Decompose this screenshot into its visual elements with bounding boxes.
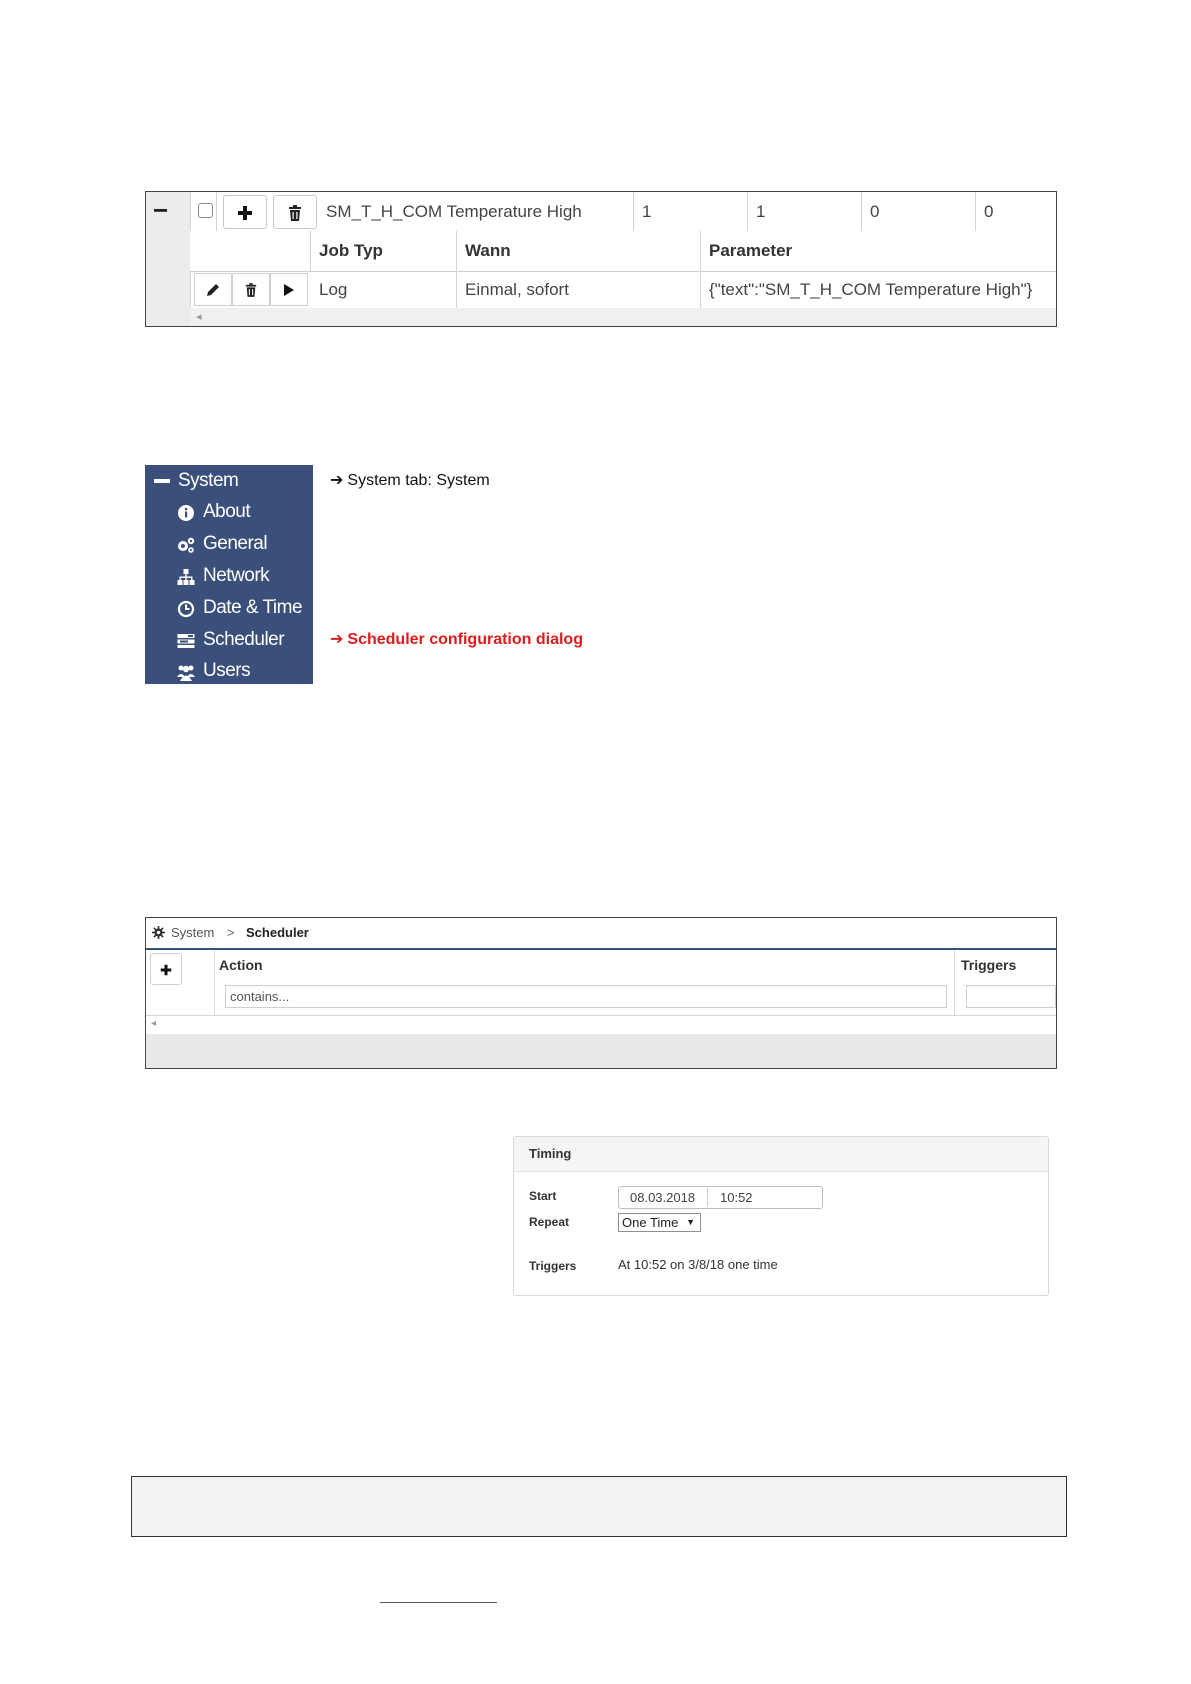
col-triggers[interactable]: Triggers	[961, 957, 1017, 973]
action-buttons-header	[190, 231, 311, 271]
start-date-value[interactable]: 08.03.2018	[630, 1190, 696, 1205]
clock-icon	[177, 600, 195, 618]
triggers-filter-input[interactable]	[966, 985, 1056, 1008]
job-name: SM_T_H_COM Temperature High	[318, 192, 634, 231]
menu-system-label: System	[178, 470, 239, 491]
plus-icon	[160, 964, 172, 976]
trash-icon	[245, 283, 257, 297]
col-action[interactable]: Action	[219, 957, 263, 973]
menu-item-label: General	[203, 533, 268, 554]
horizontal-scrollbar[interactable]	[190, 308, 1056, 326]
action-row	[190, 271, 1056, 309]
action-wann: Einmal, sofort	[457, 271, 701, 308]
triggers-label: Triggers	[529, 1259, 577, 1273]
trash-icon	[288, 205, 302, 221]
menu-system[interactable]	[145, 465, 313, 497]
caret-down-icon: ▼	[686, 1217, 695, 1227]
add-action-button[interactable]	[223, 195, 267, 229]
menu-item-label: Date & Time	[203, 597, 303, 618]
delete-action-button[interactable]	[232, 273, 270, 306]
job-value-3: 0	[862, 192, 976, 231]
info-icon	[177, 504, 195, 522]
plus-icon	[237, 205, 253, 221]
job-row	[190, 192, 1056, 232]
users-icon	[177, 663, 195, 681]
system-menu	[145, 465, 313, 684]
action-header-row	[190, 231, 1056, 272]
column-divider	[954, 950, 955, 1015]
action-filter-input[interactable]	[225, 985, 947, 1008]
menu-item-label: Network	[203, 565, 270, 586]
triggers-value: At 10:52 on 3/8/18 one time	[618, 1257, 778, 1272]
collapse-icon[interactable]: −	[153, 195, 169, 225]
select-cell	[190, 192, 217, 231]
run-action-button[interactable]	[270, 273, 308, 306]
breadcrumb-current: Scheduler	[246, 925, 309, 940]
breadcrumb-separator: >	[227, 925, 235, 940]
pencil-icon	[206, 283, 220, 297]
minus-icon	[154, 479, 170, 483]
menu-item-about[interactable]	[145, 496, 313, 528]
start-time-value[interactable]: 10:52	[720, 1190, 753, 1205]
sitemap-icon	[177, 568, 195, 586]
play-icon	[283, 283, 295, 297]
repeat-label: Repeat	[529, 1215, 570, 1229]
delete-job-button[interactable]	[273, 195, 317, 229]
job-value-2: 1	[748, 192, 862, 231]
action-parameter: {"text":"SM_T_H_COM Temperature High"}	[709, 280, 1033, 299]
menu-item-date-time[interactable]	[145, 592, 313, 624]
action-job-typ: Log	[311, 271, 457, 308]
repeat-select[interactable]	[618, 1213, 701, 1232]
job-value-4: 0	[984, 202, 994, 221]
add-job-button[interactable]	[150, 953, 182, 985]
menu-item-label: Scheduler	[203, 629, 285, 650]
col-wann: Wann	[457, 231, 701, 271]
job-checkbox[interactable]	[198, 203, 213, 218]
expand-column	[146, 192, 191, 326]
note-scheduler-text: Scheduler configuration dialog	[347, 631, 583, 648]
footnote-separator	[380, 1602, 497, 1603]
scroll-left-icon[interactable]: ◂	[196, 311, 202, 323]
timing-panel	[513, 1136, 1049, 1296]
scroll-left-icon[interactable]: ◂	[151, 1018, 157, 1029]
menu-item-label: About	[203, 501, 251, 522]
breadcrumb	[146, 918, 1056, 950]
empty-note-box	[131, 1476, 1067, 1537]
scheduler-footer	[146, 1034, 1056, 1068]
menu-item-label: Users	[203, 660, 251, 681]
col-job-typ: Job Typ	[311, 231, 457, 271]
breadcrumb-root[interactable]: System	[171, 925, 215, 940]
tasks-icon	[177, 632, 195, 650]
field-divider	[707, 1188, 708, 1207]
start-label: Start	[529, 1189, 557, 1203]
scheduler-table-header	[146, 950, 1056, 1016]
edit-action-button[interactable]	[194, 273, 232, 306]
menu-item-users[interactable]	[145, 655, 313, 687]
col-parameter: Parameter	[709, 241, 793, 260]
arrow-right-icon: ➔	[330, 631, 344, 648]
column-divider	[214, 950, 215, 1015]
gear-icon	[152, 926, 165, 939]
menu-item-network[interactable]	[145, 560, 313, 592]
note-scheduler	[330, 630, 583, 650]
menu-item-general[interactable]	[145, 528, 313, 560]
job-table	[145, 191, 1057, 327]
job-value-1: 1	[634, 192, 748, 231]
arrow-right-icon: ➔	[330, 472, 344, 489]
menu-item-scheduler[interactable]	[145, 624, 313, 656]
note-system-tab-text: System tab: System	[347, 472, 490, 489]
note-system-tab	[330, 471, 490, 491]
repeat-value: One Time	[622, 1215, 679, 1230]
timing-title: Timing	[514, 1137, 1048, 1172]
start-datetime-field[interactable]	[618, 1186, 823, 1209]
scheduler-page	[145, 917, 1057, 1069]
cogs-icon	[177, 536, 195, 554]
